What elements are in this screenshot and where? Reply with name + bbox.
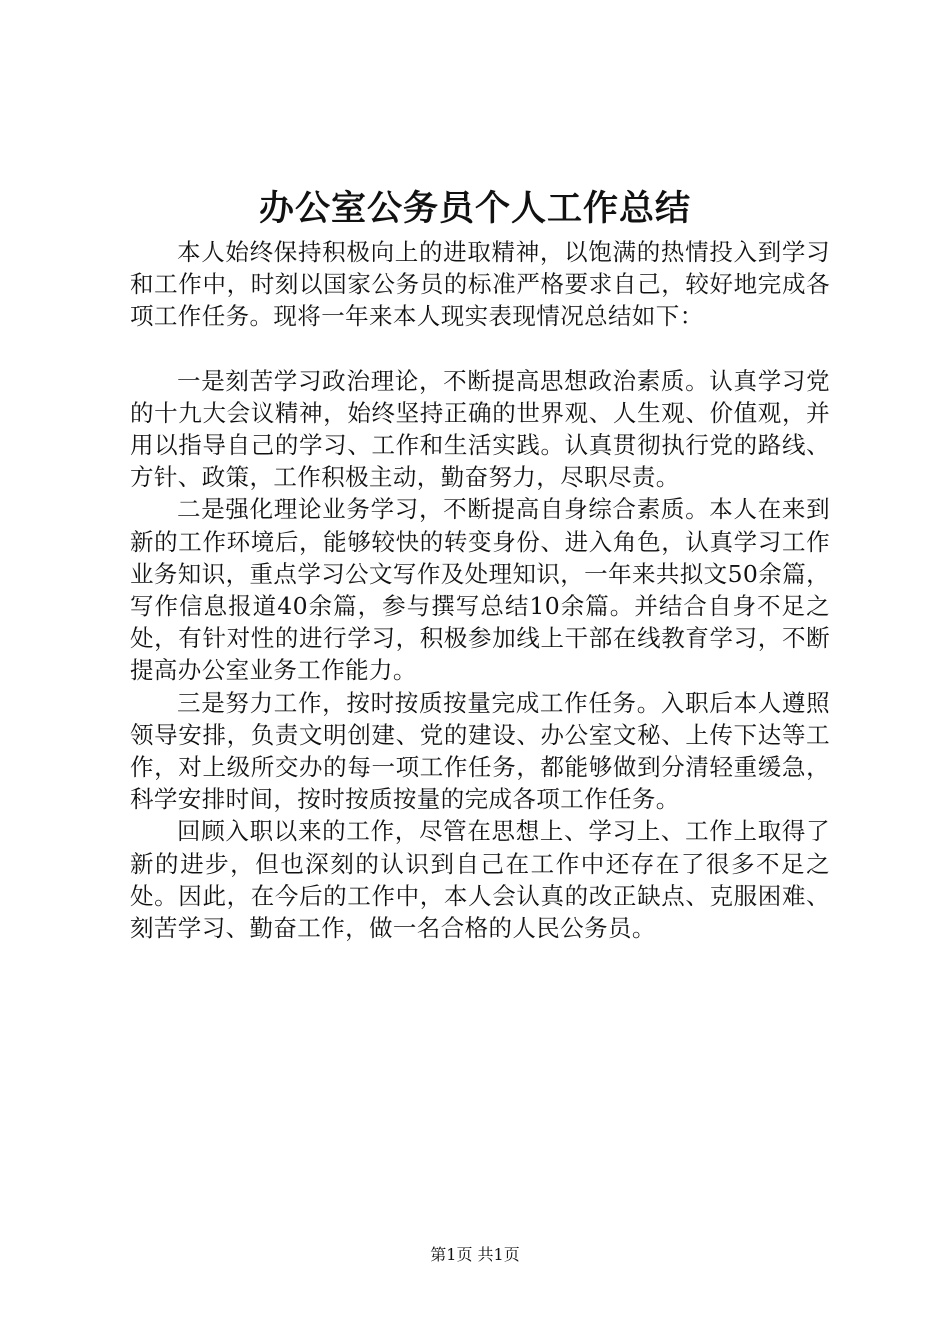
paragraph-point-1: 一是刻苦学习政治理论，不断提高思想政治素质。认真学习党的十九大会议精神，始终坚持正确的世界观、人生观、价值观，并用以指导自己的学习、工作和生活实践。认真贯彻执行党的路线、方针、政策，工作积极主动，勤奋努力，尽职尽责。	[130, 366, 830, 492]
paragraph-point-3: 三是努力工作，按时按质按量完成工作任务。入职后本人遵照领导安排，负责文明创建、党的建设、办公室文秘、上传下达等工作，对上级所交办的每一项工作任务，都能够做到分清轻重缓急，科学安排时间，按时按质按量的完成各项工作任务。	[130, 688, 830, 814]
paragraph-point-2: 二是强化理论业务学习，不断提高自身综合素质。本人在来到新的工作环境后，能够较快的转变身份、进入角色，认真学习工作业务知识，重点学习公文写作及处理知识，一年来共拟文50余篇，写作信息报道40余篇，参与撰写总结10余篇。并结合自身不足之处，有针对性的进行学习，积极参加线上干部在线教育学习，不断提高办公室业务工作能力。	[130, 495, 830, 685]
page-footer: 第1页 共1页	[430, 1245, 520, 1264]
document-body	[130, 236, 830, 944]
paragraph-conclusion: 回顾入职以来的工作，尽管在思想上、学习上、工作上取得了新的进步，但也深刻的认识到自己在工作中还存在了很多不足之处。因此，在今后的工作中，本人会认真的改正缺点、克服困难、刻苦学习、勤奋工作，做一名合格的人民公务员。	[130, 817, 830, 943]
document-title: 办公室公务员个人工作总结	[258, 188, 691, 229]
paragraph-intro: 本人始终保持积极向上的进取精神，以饱满的热情投入到学习和工作中，时刻以国家公务员的标准严格要求自己，较好地完成各项工作任务。现将一年来本人现实表现情况总结如下：	[130, 238, 830, 331]
